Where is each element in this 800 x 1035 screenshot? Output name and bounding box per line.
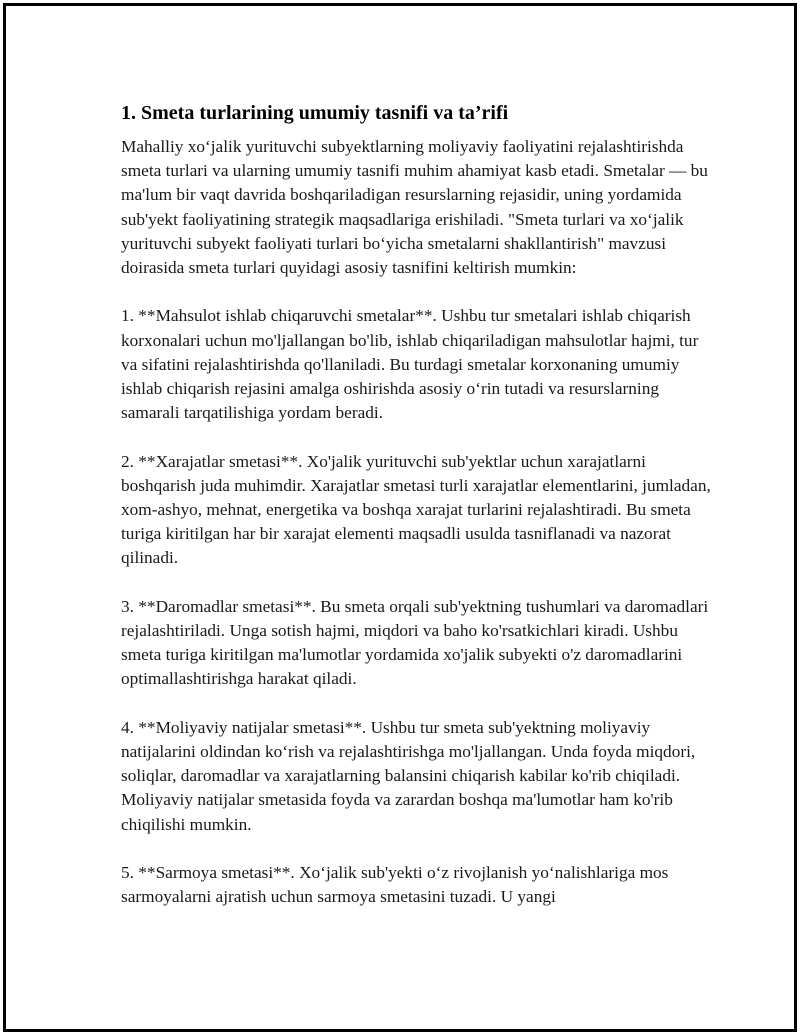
paragraph-product-estimates: 1. **Mahsulot ishlab chiqaruvchi smetalar**. Ushbu tur smetalari ishlab chiqarish korxonalari uchun mo'ljallangan bo'lib, ishlab chiqariladigan mahsulotlar hajmi, tur va sifatini rejalashtirishda qo'llaniladi. Bu turdagi smetalar korxonaning umumiy ishlab chiqarish rejasini amalga oshirishda asosiy o‘rin tutadi va resurslarning samarali tarqatilishiga yordam beradi. xyxy=(121,306,699,423)
section-title: 1. Smeta turlarining umumiy tasnifi va ta’rifi xyxy=(121,102,509,124)
document-page xyxy=(3,3,797,1032)
intro-paragraph: Mahalliy xo‘jalik yurituvchi subyektlarning moliyaviy faoliyatini rejalashtirishda smeta turlari va ularning umumiy tasnifi muhim ahamiyat kasb etadi. Smetalar — bu ma'lum bir vaqt davrida boshqariladigan resurslarning rejasidir, uning yordamida sub'yekt faoliyatining strategik maqsadlariga erishiladi. "Smeta turlari va xo‘jalik yurituvchi subyekt faoliyati turlari bo‘yicha smetalarni shakllantirish" mavzusi doirasida smeta turlari quyidagi asosiy tasnifini keltirish mumkin: xyxy=(121,137,708,278)
paragraph-expense-estimate: 2. **Xarajatlar smetasi**. Xo'jalik yurituvchi sub'yektlar uchun xarajatlarni boshqarish juda muhimdir. Xarajatlar smetasi turli xarajatlar elementlarini, jumladan, xom-ashyo, mehnat, energetika va boshqa xarajat turlarini rejalashtiradi. Bu smeta turiga kiritilgan har bir xarajat elementi maqsadli usulda tasniflanadi va nazorat qilinadi. xyxy=(121,451,711,568)
paragraph-financial-results-estimate: 4. **Moliyaviy natijalar smetasi**. Ushbu tur smeta sub'yektning moliyaviy natijalarini oldindan ko‘rish va rejalashtirishga mo'ljallangan. Unda foyda miqdori, soliqlar, daromadlar va xarajatlarning balansini chiqarish kabilar ko'rib chiqiladi. Moliyaviy natijalar smetasida foyda va zarardan boshqa ma'lumotlar ham ko'rib chiqilishi mumkin. xyxy=(121,717,696,834)
paragraph-investment-estimate: 5. **Sarmoya smetasi**. Xo‘jalik sub'yekti o‘z rivojlanish yo‘nalishlariga mos sarmoyalarni ajratish uchun sarmoya smetasini tuzadi. U yangi xyxy=(121,863,669,907)
paragraph-income-estimate: 3. **Daromadlar smetasi**. Bu smeta orqali sub'yektning tushumlari va daromadlari rejalashtiriladi. Unga sotish hajmi, miqdori va baho ko'rsatkichlari kiradi. Ushbu smeta turiga kiritilgan ma'lumotlar yordamida xo'jalik subyekti o'z daromadlarini optimallashtirishga harakat qiladi. xyxy=(121,596,709,689)
document-body xyxy=(121,100,711,909)
